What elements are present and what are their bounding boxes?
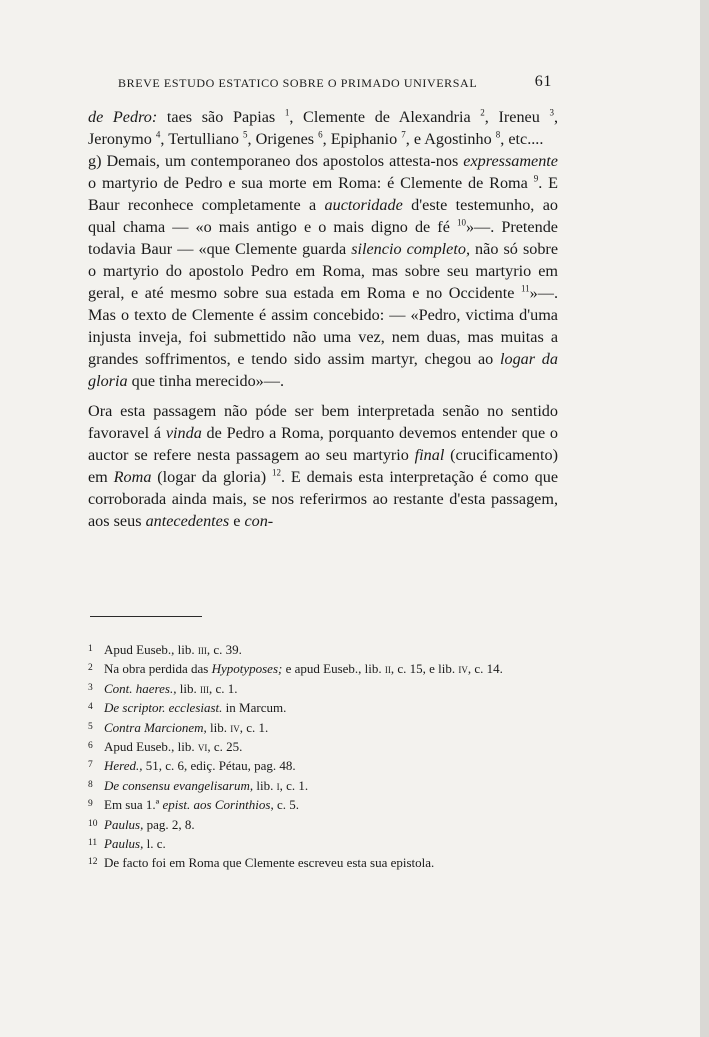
- text-italic: De consensu evangelisarum,: [104, 777, 254, 793]
- text-run: (crucificamento) em: [88, 446, 558, 486]
- text-run: c. 5.: [273, 797, 299, 813]
- footnote-ref: 3: [549, 107, 554, 118]
- text-italic: Paulus,: [104, 816, 144, 832]
- text-run: pag. 2, 8.: [143, 816, 195, 832]
- text-run: lib.: [206, 719, 231, 735]
- text-run: in Marcum.: [222, 700, 287, 716]
- footnote-ref: 8: [495, 129, 501, 140]
- text-run: o martyrio de Pedro e sua morte em Roma: é Clemente de Roma: [88, 174, 534, 192]
- text-run: Na obra perdida das: [104, 661, 212, 677]
- text-italic: Cont. haeres.,: [104, 680, 177, 696]
- text-run: . E Baur reconhece completamente a: [88, 174, 558, 214]
- text-run: g) Demais, um contemporaneo dos apostolos attesta-nos: [88, 152, 464, 170]
- text-italic: final: [414, 446, 445, 464]
- text-italic: De scriptor. ecclesiast.: [104, 700, 223, 716]
- text-italic: auctoridade: [324, 196, 403, 214]
- text-run: Apud Euseb., lib.: [104, 642, 198, 657]
- text-run: lib.: [253, 777, 277, 793]
- paragraph-3: [88, 400, 558, 532]
- footnote-ref: 5: [243, 129, 248, 140]
- text-italic: epist. aos Corinthios,: [162, 797, 274, 813]
- text-italic: Hypotyposes;: [211, 661, 283, 677]
- footnote-number: 6: [88, 741, 93, 752]
- footnote: [88, 853, 558, 872]
- footnote: [88, 795, 558, 814]
- text-run: »—. Pretende todavia Baur — «que Clemente guarda: [88, 218, 558, 258]
- footnote: [88, 698, 558, 717]
- text-run: , Ireneu: [484, 108, 550, 126]
- text-italic: Roma: [113, 468, 152, 486]
- page-edge-shadow: [700, 0, 709, 1037]
- text-run: d'este testemunho, ao qual chama — «o mais antigo e o mais digno de fé: [88, 196, 558, 236]
- text-run: Apud Euseb., lib.: [104, 739, 198, 755]
- text-run: que tinha merecido»—.: [127, 372, 285, 390]
- text-run: e: [229, 512, 245, 530]
- footnote-ref: 6: [318, 129, 323, 140]
- footnote: [88, 737, 558, 756]
- text-italic: de Pedro:: [88, 108, 158, 126]
- text-run: não só sobre o martyrio do apostolo Pedro em Roma, mas sobre seu martyrio em geral, e até mesmo sobre sua estada em Roma e no Occidente: [88, 240, 559, 302]
- roman-numeral: iv: [458, 661, 468, 677]
- footnote: [88, 815, 558, 834]
- paragraph-2: [88, 150, 558, 392]
- footnote: [88, 718, 558, 737]
- footnote-number: 2: [88, 663, 93, 674]
- text-run: Em sua 1.ª: [104, 797, 163, 813]
- footnote-ref: 12: [271, 467, 281, 478]
- text-run: , c. 15, e lib.: [390, 661, 459, 677]
- footnotes: [88, 640, 558, 873]
- footnote-number: 11: [88, 838, 98, 849]
- text-run: l. c.: [143, 836, 166, 852]
- text-italic: silencio completo,: [351, 240, 470, 258]
- footnote-ref: 1: [284, 107, 290, 118]
- footnote-ref: 7: [401, 129, 406, 140]
- footnote-ref: 9: [533, 173, 539, 184]
- text-italic: vinda: [165, 424, 202, 442]
- footnote-number: 8: [88, 779, 93, 790]
- footnote: [88, 756, 558, 775]
- roman-numeral: vi: [197, 739, 208, 755]
- roman-numeral: ii: [384, 661, 391, 677]
- footnote-number: 10: [88, 818, 98, 829]
- text-run: »—. Mas o texto de Clemente é assim concebido: — «Pedro, victima d'uma injusta inveja, foi submettido não uma vez, nem duas, mas muitas a grandes soffrimentos, e tendo sido assim martyr, chegou ao: [88, 284, 558, 368]
- text-run: , c. 1.: [208, 680, 238, 696]
- text-run: Ora esta passagem não póde ser bem interpretada senão no sentido favoravel á: [88, 402, 558, 442]
- footnote: [88, 659, 558, 678]
- roman-numeral: i: [276, 777, 280, 793]
- footnote-divider: [90, 616, 202, 617]
- footnote-number: 7: [88, 760, 93, 771]
- footnote: [88, 640, 558, 659]
- text-run: , c. 25.: [207, 739, 243, 755]
- text-run: . E demais esta interpretação é como que corroborada ainda mais, se nos referirmos ao restante d'esta passagem, aos seus: [88, 468, 559, 530]
- text-run: taes são Papias: [157, 108, 285, 126]
- footnote-number: 9: [88, 799, 93, 810]
- roman-numeral: iii: [197, 642, 207, 657]
- page-number: 61: [534, 73, 552, 90]
- text-run: 51, c. 6, ediç. Pétau, pag. 48.: [142, 758, 296, 774]
- running-head: [118, 73, 552, 91]
- text-italic: antecedentes: [145, 512, 230, 530]
- text-run: , Tertulliano: [160, 130, 244, 148]
- footnote: [88, 834, 558, 853]
- text-italic: Contra Marcionem,: [104, 719, 207, 735]
- text-italic: Paulus,: [104, 836, 144, 852]
- text-italic: Hered.,: [104, 758, 143, 774]
- footnote-ref: 11: [521, 283, 530, 294]
- text-italic: expressamente: [463, 152, 558, 170]
- footnote-number: 4: [88, 702, 93, 713]
- text-italic: con-: [244, 512, 274, 530]
- text-run: , c. 14.: [467, 661, 503, 677]
- text-run: , c. 1.: [279, 777, 309, 793]
- text-run: lib.: [176, 680, 200, 696]
- text-run: , Origenes: [247, 130, 319, 148]
- text-run: , c. 39.: [206, 642, 242, 657]
- text-run: e apud Euseb., lib.: [282, 661, 385, 677]
- roman-numeral: iv: [230, 719, 240, 735]
- text-run: (logar da gloria): [151, 468, 272, 486]
- footnote-number: 1: [88, 644, 93, 654]
- footnote-number: 5: [88, 721, 93, 732]
- text-run: , c. 1.: [239, 719, 269, 735]
- footnote-number: 3: [88, 682, 93, 693]
- text-run: , e Agostinho: [405, 130, 496, 148]
- paragraph-1: [88, 106, 558, 150]
- running-head-title: BREVE ESTUDO ESTATICO SOBRE O PRIMADO UNIVERSAL: [118, 76, 478, 90]
- main-text: [88, 106, 558, 532]
- footnote: [88, 776, 558, 795]
- footnote-number: 12: [88, 857, 98, 868]
- roman-numeral: iii: [199, 680, 209, 696]
- text-italic: logar da gloria: [88, 350, 558, 390]
- text-run: , Epiphanio: [322, 130, 402, 148]
- text-run: De facto foi em Roma que Clemente escreveu esta sua epistola.: [104, 855, 435, 871]
- text-run: , Clemente de Alexandria: [289, 108, 481, 126]
- footnote-ref: 4: [155, 129, 161, 140]
- text-run: , etc....: [500, 130, 544, 148]
- text-run: , Jeronymo: [88, 108, 559, 148]
- footnote-ref: 10: [456, 217, 466, 228]
- footnote: [88, 679, 558, 698]
- text-run: de Pedro a Roma, porquanto devemos entender que o auctor se refere nesta passagem ao seu martyrio: [88, 424, 558, 464]
- footnote-ref: 2: [480, 107, 485, 118]
